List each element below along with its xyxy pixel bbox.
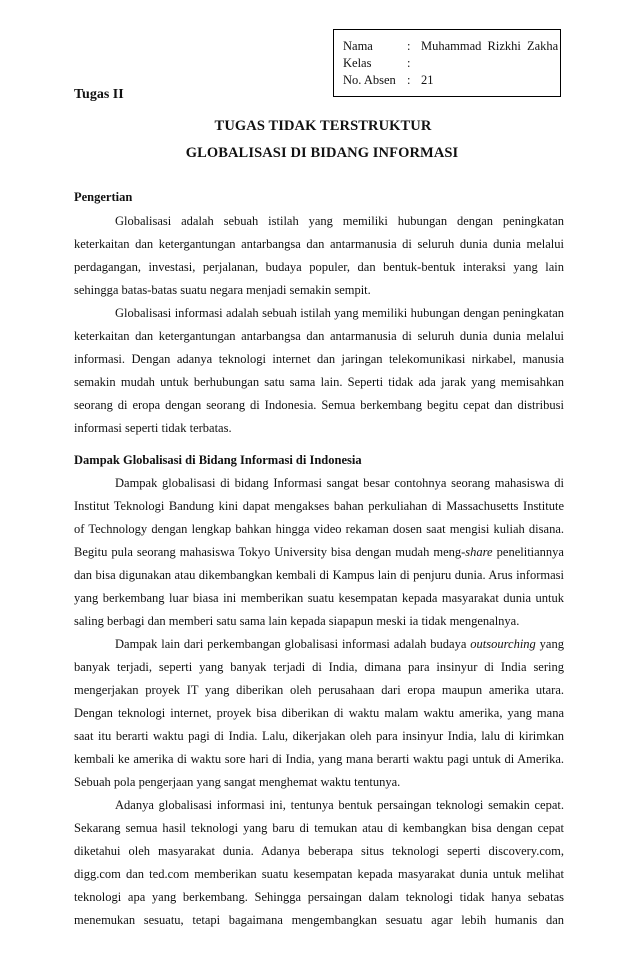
- section-heading-pengertian: Pengertian: [74, 190, 133, 204]
- text-line: [74, 541, 564, 564]
- text-line: informasi seperti tidak terbatas.: [74, 421, 232, 435]
- text-line: keterkaitan dan ketergantungan antarbangsa dan antarmanusia di seluruh dunia dunia melalui: [74, 329, 564, 343]
- text-line: Globalisasi informasi adalah sebuah istilah yang memiliki hubungan dengan peningkatan: [115, 306, 564, 320]
- info-row-number: [343, 72, 560, 89]
- text-line: saat itu berarti waktu pagi di India. Lalu, dikerjakan oleh para insinyur India, lalu di kirimkan: [74, 729, 564, 743]
- text-line: [74, 633, 564, 656]
- text-line: semakin mudah untuk berhubungan satu sama lain. Seperti tidak ada jarak yang memisahkan: [74, 375, 564, 389]
- text-line: sehingga batas-batas suatu negara menjadi semakin sempit.: [74, 283, 371, 297]
- text-line: digg.com dan ted.com memberikan suatu kesempatan kepada masyarakat dunia untuk melihat: [74, 867, 564, 881]
- italic-term: share: [465, 545, 493, 559]
- section-heading-dampak: Dampak Globalisasi di Bidang Informasi di Indonesia: [74, 453, 362, 467]
- paragraph: [74, 472, 564, 633]
- info-row-class: [343, 55, 560, 72]
- text-run: Dampak lain dari perkembangan globalisasi informasi adalah budaya: [115, 637, 471, 651]
- info-colon: :: [407, 73, 411, 87]
- text-line: Sebuah pola pengerjaan yang sangat menghemat waktu tentunya.: [74, 775, 401, 789]
- text-line: Institut Teknologi Bandung kini dapat mengakses bahan perkuliahan di Massachusetts Institute: [74, 499, 564, 513]
- text-line: Dampak globalisasi di bidang Informasi sangat besar contohnya seorang mahasiswa di: [115, 476, 564, 490]
- text-line: menemukan sesuatu, tetapi bagaimana mengembangkan sesuatu agar lebih humanis dan: [74, 913, 564, 927]
- text-line: Globalisasi adalah sebuah istilah yang memiliki hubungan dengan peningkatan: [115, 214, 564, 228]
- text-line: Sekarang semua hasil teknologi yang baru di temukan atau di kembangkan bisa dengan cepat: [74, 821, 564, 835]
- assignment-label: Tugas II: [74, 87, 124, 102]
- info-label: No. Absen: [343, 73, 396, 87]
- text-line: kembali ke amerika di waktu sore hari di India, yang mana berarti waktu pagi untuk di Amerika.: [74, 752, 564, 766]
- text-line: informasi. Dengan adanya teknologi internet dan jaringan telekomunikasi nirkabel, manusia: [74, 352, 564, 366]
- text-line: mengerjakan proyek IT yang diberikan oleh perusahaan dari eropa maupun amerika utara.: [74, 683, 564, 697]
- text-line: yang berkembang luar biasa ini memberikan suatu kesempatan kepada masyarakat dunia untuk: [74, 591, 564, 605]
- info-colon: :: [407, 39, 411, 53]
- text-line: dan bisa digunakan atau dikembangkan kembali di Kampus lain di penjuru dunia. Arus informasi: [74, 568, 564, 582]
- text-run: penelitiannya: [492, 545, 564, 559]
- info-label: Nama: [343, 39, 373, 53]
- section-body-dampak: [74, 472, 564, 932]
- document-subtitle: GLOBALISASI DI BIDANG INFORMASI: [185, 145, 459, 161]
- paragraph: [74, 794, 564, 932]
- text-line: Adanya globalisasi informasi ini, tentunya bentuk persaingan teknologi semakin cepat.: [115, 798, 564, 812]
- text-line: saling berbagi dan memberi satu sama lain kepada siapapun meski ia tidak mengenalnya.: [74, 614, 520, 628]
- info-value: 21: [421, 73, 434, 87]
- document-title: TUGAS TIDAK TERSTRUKTUR: [214, 118, 432, 134]
- text-line: seorang di eropa dengan seorang di Indonesia. Semua berkembang begitu cepat dan distribusi: [74, 398, 564, 412]
- text-run: yang: [535, 637, 564, 651]
- text-line: keterkaitan dan ketergantungan antarbangsa dan antarmanusia di seluruh dunia dunia melalui: [74, 237, 564, 251]
- info-row-name: [343, 38, 560, 55]
- text-line: banyak terjadi, seperti yang banyak terjadi di India, dimana para insinyur di India sering: [74, 660, 564, 674]
- text-line: Dengan teknologi internet, proyek bisa diberikan di waktu malam waktu amerika, yang mana: [74, 706, 564, 720]
- info-value: Muhammad Rizkhi Zakha: [421, 39, 559, 53]
- section-body-pengertian: [74, 210, 564, 440]
- student-info-box: [333, 29, 561, 97]
- text-line: diketahui oleh masyarakat dunia. Adanya beberapa situs teknologi seperti discovery.com,: [74, 844, 564, 858]
- info-colon: :: [407, 56, 411, 70]
- italic-term: outsourching: [470, 637, 536, 651]
- paragraph: [74, 302, 564, 440]
- text-line: of Technology dengan lengkap bahkan hingga video rekaman dosen saat mengisi kuliah disana.: [74, 522, 564, 536]
- text-line: teknologi apa yang berkembang. Sehingga persaingan dalam teknologi tidak hanya sebatas: [74, 890, 564, 904]
- text-line: perdagangan, investasi, perjalanan, budaya populer, dan bentuk-bentuk interaksi yang lain: [74, 260, 564, 274]
- text-run: Begitu pula seorang mahasiswa Tokyo University bisa dengan mudah meng-: [74, 545, 466, 559]
- info-label: Kelas: [343, 56, 372, 70]
- paragraph: [74, 210, 564, 302]
- paragraph: [74, 633, 564, 794]
